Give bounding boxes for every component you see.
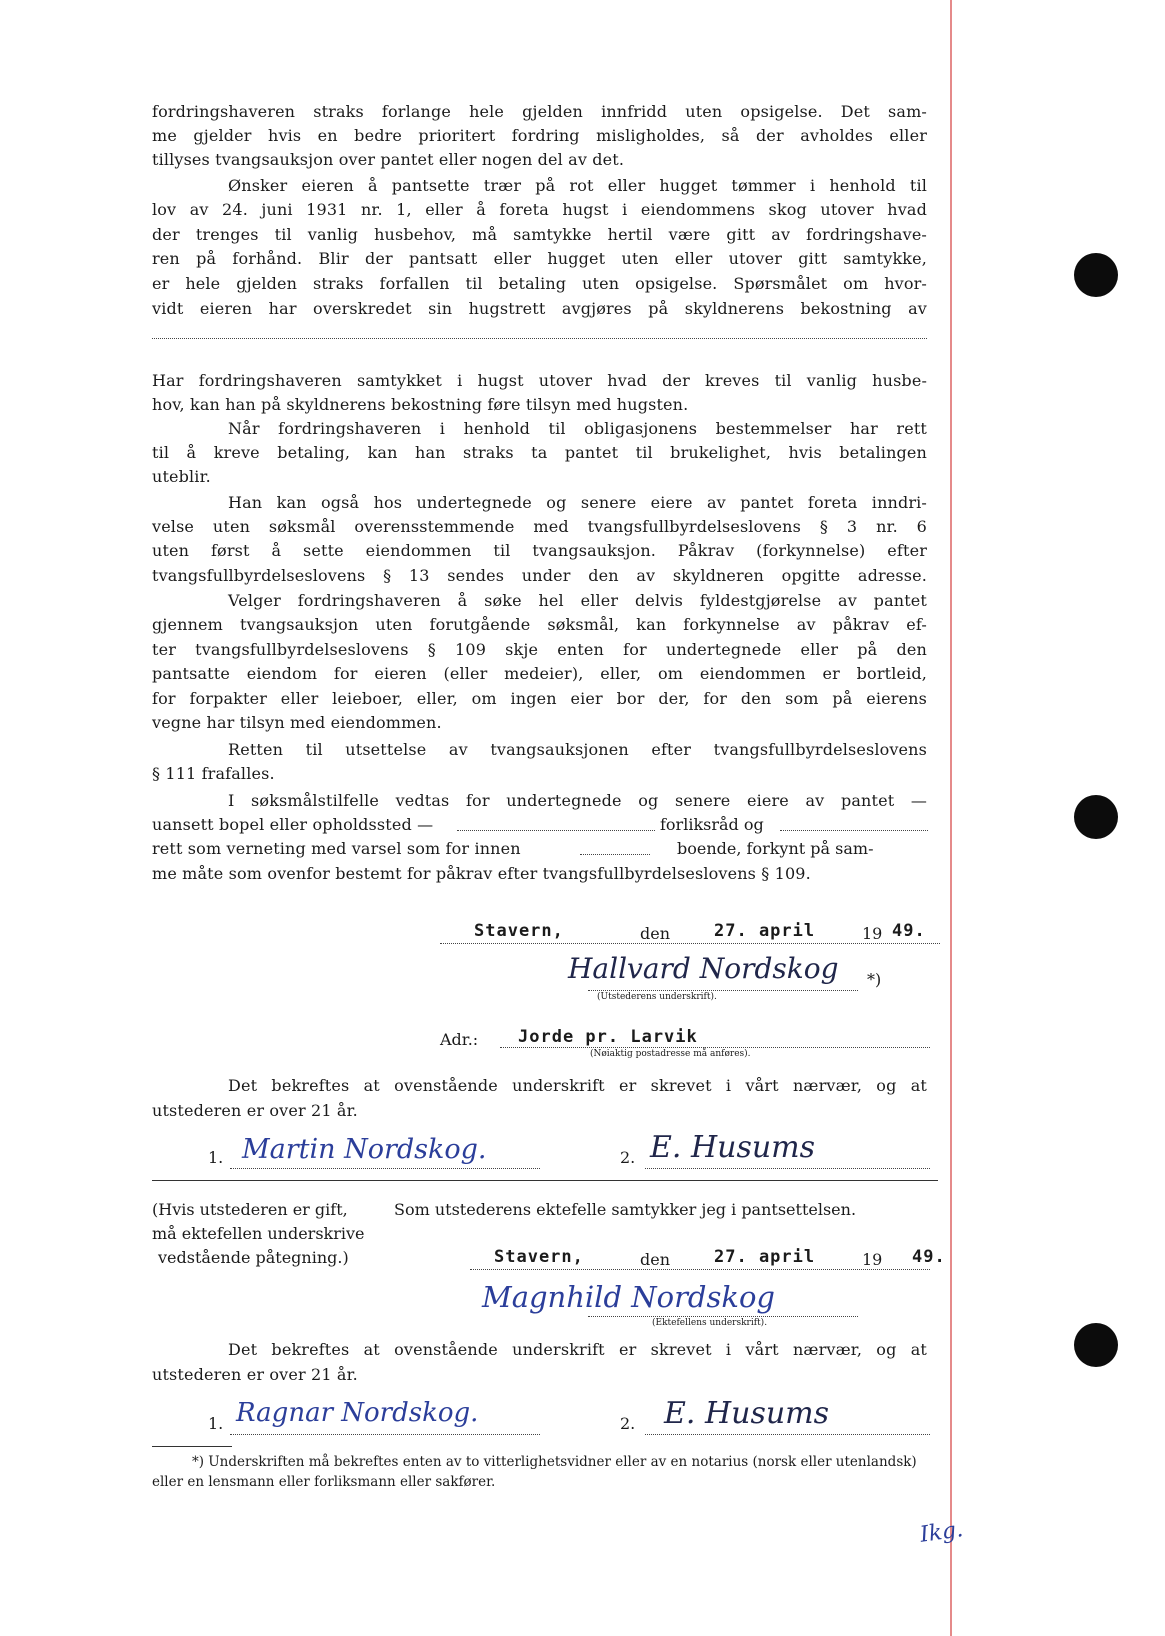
footnote-rule: [152, 1446, 232, 1447]
text-line: pantsatte eiendom for eieren (eller medeier), eller, om eiendommen er bortleid,: [152, 664, 927, 683]
footnote-text: *) Underskriften må bekreftes enten av to vitterlighetsvidner eller av en notarius (norsk eller utenlandsk) eller en lensmann eller forliksmann eller sakfører.: [152, 1454, 917, 1490]
text-line: § 111 frafalles.: [152, 764, 275, 783]
punch-hole: [1074, 253, 1118, 297]
spouse-signing-year: 49.: [912, 1247, 946, 1267]
den-label: den: [640, 1250, 671, 1269]
year-prefix: 19: [862, 1250, 883, 1269]
witness-number: 2.: [620, 1148, 636, 1167]
blank-line: [152, 338, 927, 339]
text-line: lov av 24. juni 1931 nr. 1, eller å foreta hugst i eiendommens skog utover hvad: [152, 200, 927, 219]
address-caption: (Nøiaktig postadresse må anføres).: [590, 1049, 751, 1059]
witness-line: [645, 1434, 930, 1435]
text-line: Retten til utsettelse av tvangsauksjonen efter tvangsfullbyrdelseslovens: [228, 740, 927, 759]
signature-line: [588, 990, 858, 991]
spouse-note-line: (Hvis utstederen er gift,: [152, 1200, 348, 1219]
year-prefix: 19: [862, 924, 883, 943]
witness-line: [645, 1168, 930, 1169]
text-line: uteblir.: [152, 467, 211, 486]
text-line: velse uten søksmål overensstemmende med tvangsfullbyrdelseslovens § 3 nr. 6: [152, 517, 927, 536]
text-line: Når fordringshaveren i henhold til obligasjonens bestemmelser har rett: [228, 419, 927, 438]
signature-line: [588, 1316, 858, 1317]
text-line: vidt eieren har overskredet sin hugstrett avgjøres på skyldnerens bekostning av: [152, 299, 927, 318]
spouse-note-line: vedstående påtegning.): [158, 1248, 349, 1267]
witness-line: [230, 1434, 540, 1435]
text-line: ter tvangsfullbyrdelseslovens § 109 skje enten for undertegnede eller på den: [152, 640, 927, 659]
address-label: Adr.:: [440, 1030, 479, 1049]
text-line: gjennem tvangsauksjon uten forutgående søksmål, kan forkynnelse av påkrav ef-: [152, 615, 927, 634]
signing-date: 27. april: [714, 921, 816, 941]
text-line: Ønsker eieren å pantsette trær på rot eller hugget tømmer i henhold til: [228, 176, 927, 195]
text-line: boende, forkynt på sam-: [677, 839, 874, 858]
witness-signature: Ragnar Nordskog.: [236, 1398, 479, 1428]
text-line: Velger fordringshaveren å søke hel eller delvis fyldestgjørelse av pantet: [228, 591, 927, 610]
witness-number: 1.: [208, 1414, 224, 1433]
text-line: forliksråd og: [660, 815, 764, 834]
text-line: Det bekreftes at ovenstående underskrift er skrevet i vårt nærvær, og at: [228, 1076, 927, 1095]
text-line: Har fordringshaveren samtykket i hugst utover hvad der kreves til vanlig husbe-: [152, 371, 927, 390]
blank-line: [780, 830, 928, 831]
blank-line: [457, 830, 655, 831]
spouse-signing-place: Stavern,: [494, 1247, 584, 1267]
section-divider: [152, 1180, 938, 1181]
witness-line: [230, 1168, 540, 1169]
footnote-mark: *): [867, 970, 882, 989]
spouse-signature-caption: (Ektefellens underskrift).: [652, 1318, 768, 1328]
margin-initials: Ikg.: [918, 1517, 965, 1548]
text-line: rett som verneting med varsel som for innen: [152, 839, 521, 858]
den-label: den: [640, 924, 671, 943]
punch-hole: [1074, 1323, 1118, 1367]
blank-line: [580, 854, 650, 855]
witness-number: 2.: [620, 1414, 636, 1433]
text-line: utstederen er over 21 år.: [152, 1365, 358, 1384]
text-line: Det bekreftes at ovenstående underskrift er skrevet i vårt nærvær, og at: [228, 1340, 927, 1359]
spouse-consent-text: Som utstederens ektefelle samtykker jeg i pantsettelsen.: [394, 1200, 857, 1219]
punch-hole: [1074, 795, 1118, 839]
text-line: uten først å sette eiendommen til tvangsauksjon. Påkrav (forkynnelse) efter: [152, 541, 927, 560]
text-line: for forpakter eller leieboer, eller, om ingen eier bor der, for den som på eierens: [152, 689, 927, 708]
spouse-signing-date: 27. april: [714, 1247, 816, 1267]
address-line: [500, 1047, 930, 1048]
issuer-address: Jorde pr. Larvik: [518, 1027, 698, 1047]
signature-caption: (Utstederens underskrift).: [597, 992, 717, 1002]
text-line: fordringshaveren straks forlange hele gjelden innfridd uten opsigelse. Det sam-: [152, 102, 927, 121]
text-line: me måte som ovenfor bestemt for påkrav efter tvangsfullbyrdelseslovens § 109.: [152, 864, 811, 883]
text-line: I søksmålstilfelle vedtas for undertegnede og senere eiere av pantet —: [228, 791, 927, 810]
text-line: tvangsfullbyrdelseslovens § 13 sendes under den av skyldneren opgitte adresse.: [152, 566, 927, 585]
text-line: til å kreve betaling, kan han straks ta pantet til brukelighet, hvis betalingen: [152, 443, 927, 462]
issuer-signature: Hallvard Nordskog: [568, 952, 839, 985]
witness-signature: E. Husums: [664, 1396, 830, 1431]
witness-signature: Martin Nordskog.: [242, 1134, 487, 1165]
text-line: utstederen er over 21 år.: [152, 1101, 358, 1120]
text-line: ren på forhånd. Blir der pantsatt eller hugget uten eller utover gitt samtykke,: [152, 249, 927, 268]
witness-signature: E. Husums: [650, 1130, 816, 1165]
signing-place: Stavern,: [474, 921, 564, 941]
text-line: uansett bopel eller opholdssted —: [152, 815, 434, 834]
spouse-signature: Magnhild Nordskog: [482, 1280, 775, 1314]
text-line: vegne har tilsyn med eiendommen.: [152, 713, 442, 732]
signing-year: 49.: [892, 921, 926, 941]
text-line: Han kan også hos undertegnede og senere eiere av pantet foreta inndri-: [228, 493, 927, 512]
text-line: der trenges til vanlig husbehov, må samtykke hertil være gitt av fordringshave-: [152, 225, 927, 244]
text-line: tillyses tvangsauksjon over pantet eller nogen del av det.: [152, 150, 625, 169]
text-line: er hele gjelden straks forfallen til betaling uten opsigelse. Spørsmålet om hvor-: [152, 274, 927, 293]
margin-line: [950, 0, 952, 1636]
date-line: [470, 1269, 930, 1270]
date-line: [440, 943, 940, 944]
text-line: hov, kan han på skyldnerens bekostning føre tilsyn med hugsten.: [152, 395, 689, 414]
witness-number: 1.: [208, 1148, 224, 1167]
text-line: me gjelder hvis en bedre prioritert fordring misligholdes, så der avholdes eller: [152, 126, 927, 145]
spouse-note-line: må ektefellen underskrive: [152, 1224, 365, 1243]
